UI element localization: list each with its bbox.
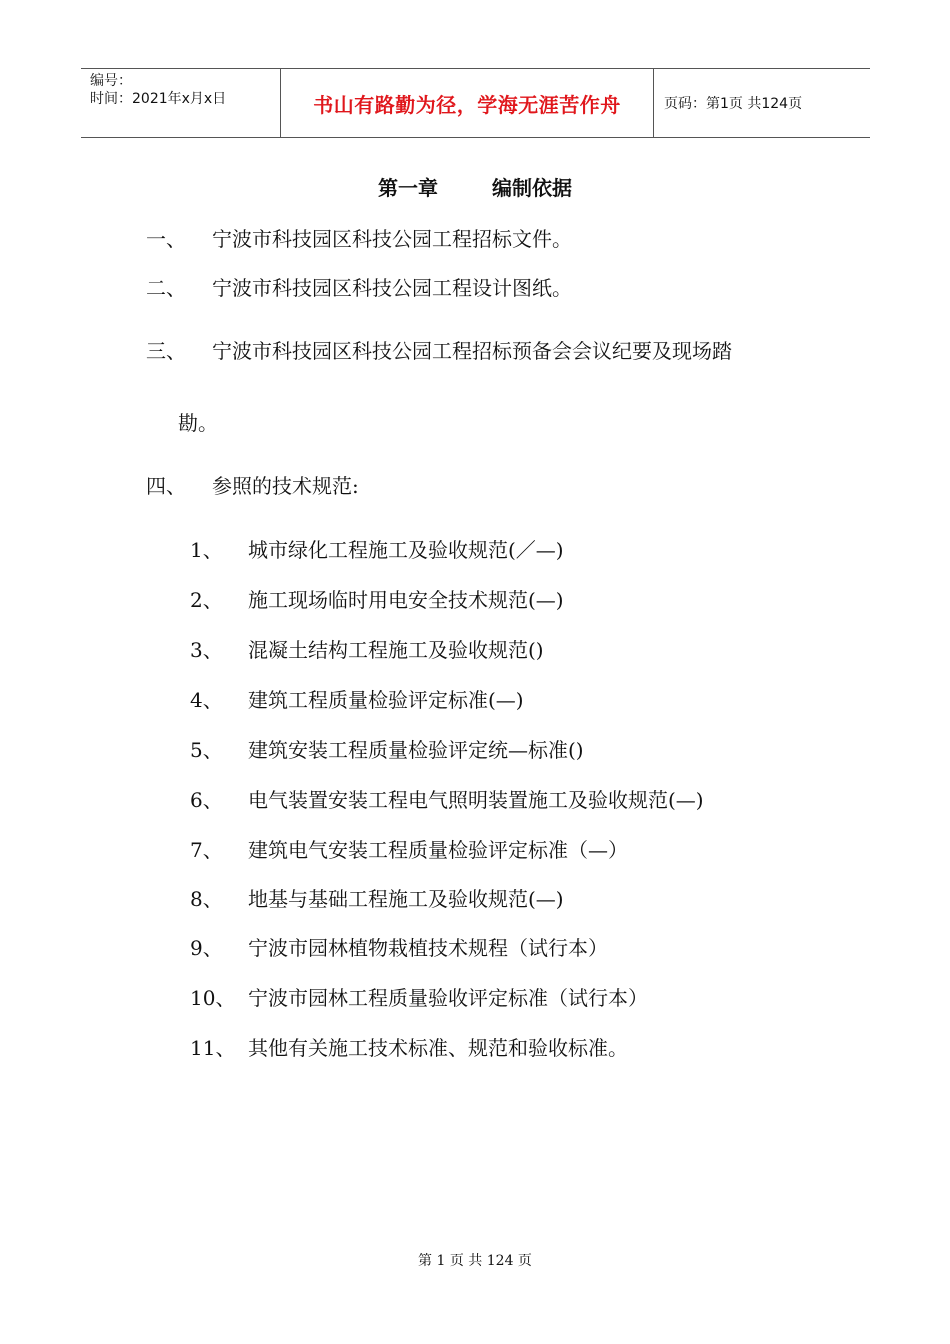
standard-item-text: 建筑电气安装工程质量检验评定标准（—）: [248, 838, 628, 862]
standard-item-num: 10、: [190, 986, 236, 1010]
standard-item-num: 6、: [190, 788, 223, 812]
header-motto-cell: [281, 69, 654, 137]
standard-item-text: 城市绿化工程施工及验收规范(／—): [248, 538, 564, 562]
standard-item-num: 11、: [190, 1036, 236, 1060]
standard-item-num: 4、: [190, 688, 223, 712]
basis-item-num: 一、: [146, 227, 186, 251]
page-header: [81, 68, 870, 138]
standard-item-text: 电气装置安装工程电气照明装置施工及验收规范(—): [248, 788, 704, 812]
header-meta: [81, 69, 281, 137]
time-label: 时间：2021年x月x日: [90, 91, 227, 107]
standard-item-num: 7、: [190, 838, 223, 862]
standard-item-text: 地基与基础工程施工及验收规范(—): [248, 887, 564, 911]
standard-item-num: 1、: [190, 538, 223, 562]
standard-item-text: 宁波市园林植物栽植技术规程（试行本）: [248, 936, 608, 960]
standard-item-text: 混凝土结构工程施工及验收规范(): [248, 638, 544, 662]
basis-item-text: 宁波市科技园区科技公园工程设计图纸。: [212, 276, 572, 300]
standard-item-text: 宁波市园林工程质量验收评定标准（试行本）: [248, 986, 648, 1010]
basis-item-text: 宁波市科技园区科技公园工程招标预备会会议纪要及现场踏: [212, 339, 732, 363]
standard-item-text: 施工现场临时用电安全技术规范(—): [248, 588, 564, 612]
standard-item-num: 5、: [190, 738, 223, 762]
standard-item-text: 建筑安装工程质量检验评定统—标准(): [248, 738, 584, 762]
page-footer: 第 1 页 共 124 页: [418, 1253, 532, 1269]
basis-item-text: 宁波市科技园区科技公园工程招标文件。: [212, 227, 572, 251]
standard-item-num: 8、: [190, 887, 223, 911]
serial-label: 编号：: [90, 73, 132, 89]
chapter-title: 编制依据: [492, 176, 572, 200]
standard-item-num: 9、: [190, 936, 223, 960]
chapter-number: 第一章: [378, 176, 438, 200]
chapter-heading: [0, 172, 950, 201]
basis-item-text: 参照的技术规范:: [212, 474, 359, 498]
basis-item-num: 二、: [146, 276, 186, 300]
standard-item-text: 建筑工程质量检验评定标准(—): [248, 688, 524, 712]
standard-item-num: 2、: [190, 588, 223, 612]
header-page-cell: [654, 69, 870, 137]
basis-item-num: 三、: [146, 339, 186, 363]
basis-item-continuation-text: 勘。: [178, 411, 218, 435]
basis-item-num: 四、: [146, 474, 186, 498]
standard-item-text: 其他有关施工技术标准、规范和验收标准。: [248, 1036, 628, 1060]
page-info: 页码：第1页 共124页: [664, 96, 803, 112]
standard-item-num: 3、: [190, 638, 223, 662]
motto-text: 书山有路勤为径，学海无涯苦作舟: [313, 92, 621, 117]
